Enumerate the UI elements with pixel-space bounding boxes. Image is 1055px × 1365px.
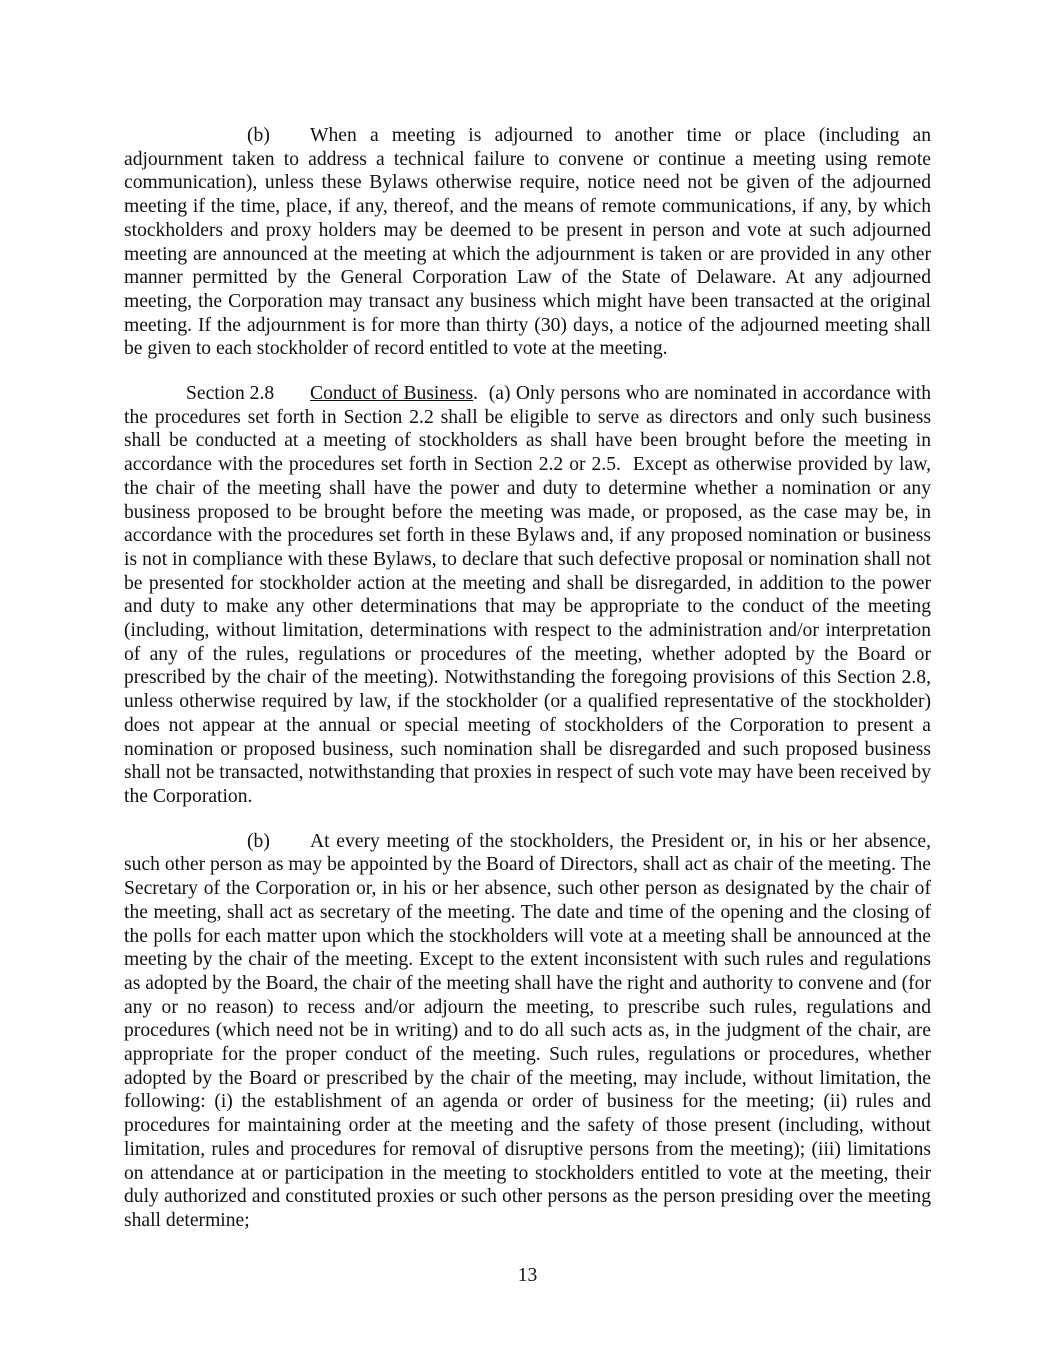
paragraph-b-chair-of-meeting xyxy=(124,830,931,1233)
paragraph-text: (a) Only persons who are nominated in accordance with the procedures set forth in Section 2.2 shall be eligible to serve as directors and only such business shall be conducted at a meeting of stockholders as shall have been brought before the meeting in accordance with the procedures set forth in Section 2.2 or 2.5. Except as otherwise provided by law, the chair of the meeting shall have the power and duty to determine whether a nomination or any business proposed to be brought before the meeting was made, or proposed, as the case may be, in accordance with the procedures set forth in these Bylaws and, if any proposed nomination or business is not in compliance with these Bylaws, to declare that such defective proposal or nomination shall not be presented for stockholder action at the meeting and shall be disregarded, in addition to the power and duty to make any other determinations that may be appropriate to the conduct of the meeting (including, without limitation, determinations with respect to the administration and/or interpretation of any of the rules, regulations or procedures of the meeting, whether adopted by the Board or prescribed by the chair of the meeting). Notwithstanding the foregoing provisions of this Section 2.8, unless otherwise required by law, if the stockholder (or a qualified representative of the stockholder) does not appear at the annual or special meeting of stockholders of the Corporation to present a nomination or proposed business, such nomination shall be disregarded and such proposed business shall not be transacted, notwithstanding that proxies in respect of such vote may have been received by the Corporation. xyxy=(124,383,936,807)
document-page xyxy=(124,124,936,1233)
section-heading: Conduct of Business xyxy=(310,383,474,405)
section-2-8-paragraph xyxy=(124,382,936,809)
paragraph-b-adjourned-meeting xyxy=(124,124,931,361)
paragraph-label: (b) xyxy=(247,125,270,146)
page-number: 13 xyxy=(517,1265,538,1286)
section-number: Section 2.8 xyxy=(186,383,275,405)
paragraph-text: At every meeting of the stockholders, the President or, in his or her absence, such other person as may be appointed by the Board of Directors, shall act as chair of the meeting. The Secretary of the Corporation or, in his or her absence, such other person as designated by the chair of the meeting, shall act as secretary of the meeting. The date and time of the opening and the closing of the polls for each matter upon which the stockholders will vote at a meeting shall be announced at the meeting by the chair of the meeting. Except to the extent inconsistent with such rules and regulations as adopted by the Board, the chair of the meeting shall have the right and authority to convene and (for any or no reason) to recess and/or adjourn the meeting, to prescribe such rules, regulations and procedures (which need not be in writing) and to do all such acts as, in the judgment of the chair, are appropriate for the proper conduct of the meeting. Such rules, regulations or procedures, whether adopted by the Board or prescribed by the chair of the meeting, may include, without limitation, the following: (i) the establishment of an agenda or order of business for the meeting; (ii) rules and procedures for maintaining order at the meeting and the safety of those present (including, without limitation, rules and procedures for removal of disruptive persons from the meeting); (iii) limitations on attendance at or participation in the meeting to stockholders entitled to vote at the meeting, their duly authorized and constituted proxies or such other persons as the person presiding over the meeting shall determine; xyxy=(124,830,931,1231)
paragraph-text: When a meeting is adjourned to another time or place (including an adjournment taken to address a technical failure to convene or continue a meeting using remote communication), unless these Bylaws otherwise require, notice need not be given of the adjourned meeting if the time, place, if any, thereof, and the means of remote communications, if any, by which stockholders and proxy holders may be deemed to be present in person and vote at such adjourned meeting are announced at the meeting at which the adjournment is taken or are provided in any other manner permitted by the General Corporation Law of the State of Delaware. At any adjourned meeting, the Corporation may transact any business which might have been transacted at the original meeting. If the adjournment is for more than thirty (30) days, a notice of the adjourned meeting shall be given to each stockholder of record entitled to vote at the meeting. xyxy=(124,125,931,360)
paragraph-label: (b) xyxy=(247,830,270,852)
section-heading-period: . xyxy=(473,383,479,405)
